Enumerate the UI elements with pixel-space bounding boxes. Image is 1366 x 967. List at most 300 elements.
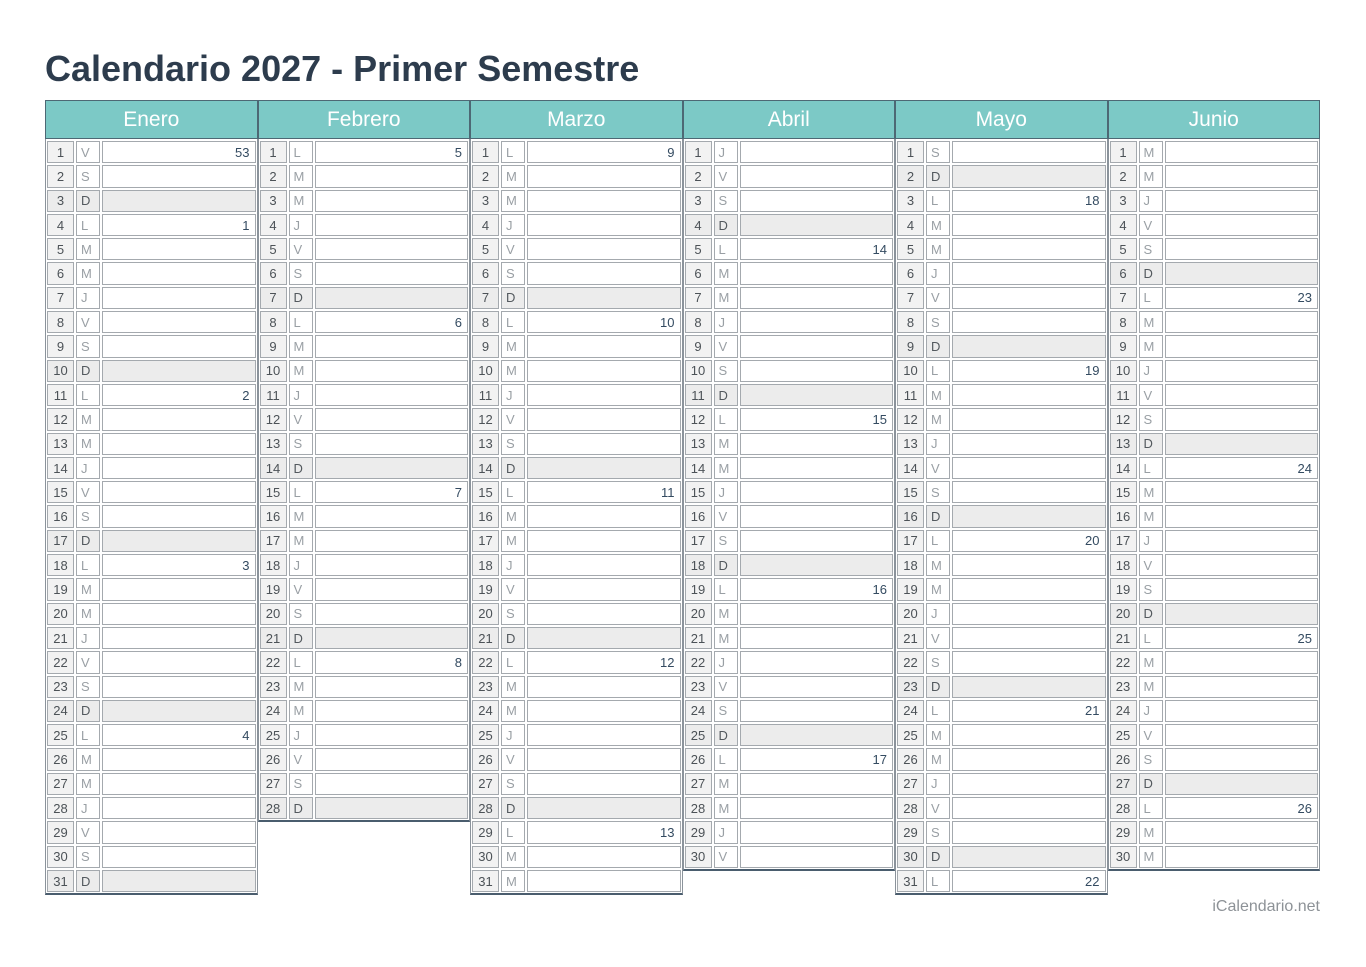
day-letter-cell: D — [501, 287, 525, 309]
day-number-cell: 23 — [685, 676, 712, 698]
day-number-cell: 14 — [897, 457, 924, 479]
day-row — [260, 651, 469, 673]
day-number-cell: 26 — [47, 748, 74, 770]
day-number-cell: 29 — [1110, 821, 1137, 843]
day-note-cell — [740, 651, 894, 673]
day-row — [1110, 797, 1319, 819]
day-letter-cell: M — [926, 724, 950, 746]
day-number-cell: 2 — [897, 165, 924, 187]
day-number-cell: 4 — [685, 214, 712, 236]
day-note-cell — [315, 335, 469, 357]
day-row — [1110, 360, 1319, 382]
day-letter-cell: M — [926, 408, 950, 430]
day-number-cell: 16 — [47, 505, 74, 527]
day-note-cell — [102, 846, 256, 868]
day-number-cell: 26 — [1110, 748, 1137, 770]
day-number-cell: 4 — [897, 214, 924, 236]
day-row — [472, 238, 681, 260]
day-letter-cell: L — [289, 311, 313, 333]
day-letter-cell: M — [926, 748, 950, 770]
day-number-cell: 31 — [472, 870, 499, 892]
day-number-cell: 17 — [260, 530, 287, 552]
day-letter-cell: S — [926, 311, 950, 333]
day-note-cell — [315, 748, 469, 770]
day-number-cell: 25 — [47, 724, 74, 746]
day-row — [472, 457, 681, 479]
day-note-cell — [527, 457, 681, 479]
day-row — [685, 457, 894, 479]
day-letter-cell: M — [1139, 141, 1163, 163]
day-note-cell — [102, 433, 256, 455]
day-letter-cell: J — [289, 724, 313, 746]
day-note-cell — [1165, 724, 1319, 746]
day-row — [685, 262, 894, 284]
month-name: Abril — [767, 107, 810, 131]
day-note-cell — [315, 676, 469, 698]
day-letter-cell: M — [501, 505, 525, 527]
day-row — [260, 311, 469, 333]
day-number-cell: 25 — [685, 724, 712, 746]
day-note-cell — [952, 627, 1106, 649]
page-title: Calendario 2027 - Primer Semestre — [45, 48, 640, 89]
day-note-cell — [527, 846, 681, 868]
day-letter-cell: M — [501, 360, 525, 382]
day-number-cell: 12 — [472, 408, 499, 430]
day-number-cell: 1 — [1110, 141, 1137, 163]
day-row — [260, 190, 469, 212]
day-row — [260, 627, 469, 649]
day-row — [897, 457, 1106, 479]
day-row — [260, 676, 469, 698]
day-number-cell: 18 — [685, 554, 712, 576]
day-row — [685, 578, 894, 600]
day-letter-cell: J — [714, 481, 738, 503]
day-number-cell: 1 — [47, 141, 74, 163]
day-row — [1110, 846, 1319, 868]
day-row — [1110, 165, 1319, 187]
day-note-cell — [315, 433, 469, 455]
day-number-cell: 30 — [685, 846, 712, 868]
day-row — [260, 408, 469, 430]
day-number-cell: 20 — [1110, 603, 1137, 625]
day-number-cell: 19 — [1110, 578, 1137, 600]
day-note-cell — [102, 603, 256, 625]
day-letter-cell: D — [76, 360, 100, 382]
month-body-marzo — [470, 139, 683, 895]
day-note-cell — [315, 360, 469, 382]
day-row — [685, 214, 894, 236]
day-letter-cell: D — [289, 627, 313, 649]
day-note-cell — [952, 651, 1106, 673]
day-note-cell — [1165, 676, 1319, 698]
month-header-mayo — [895, 100, 1108, 139]
day-note-cell — [527, 505, 681, 527]
day-note-cell — [527, 433, 681, 455]
day-note-cell — [527, 676, 681, 698]
day-row — [685, 724, 894, 746]
day-number-cell: 29 — [685, 821, 712, 843]
day-row — [685, 384, 894, 406]
day-number-cell: 24 — [1110, 700, 1137, 722]
day-letter-cell: V — [926, 797, 950, 819]
day-note-cell — [1165, 190, 1319, 212]
day-row — [897, 287, 1106, 309]
day-note-cell — [102, 408, 256, 430]
day-number-cell: 10 — [260, 360, 287, 382]
day-number-cell: 18 — [1110, 554, 1137, 576]
day-letter-cell: M — [289, 190, 313, 212]
day-note-cell — [952, 676, 1106, 698]
week-number-cell: 22 — [952, 870, 1106, 892]
day-note-cell — [1165, 238, 1319, 260]
day-number-cell: 22 — [472, 651, 499, 673]
day-number-cell: 14 — [260, 457, 287, 479]
day-number-cell: 29 — [47, 821, 74, 843]
day-letter-cell: J — [926, 433, 950, 455]
week-number-cell: 4 — [102, 724, 256, 746]
month-body-mayo — [895, 139, 1108, 895]
day-letter-cell: V — [714, 505, 738, 527]
day-row — [1110, 578, 1319, 600]
day-number-cell: 10 — [685, 360, 712, 382]
day-letter-cell: M — [289, 505, 313, 527]
day-letter-cell: V — [714, 676, 738, 698]
day-letter-cell: M — [714, 287, 738, 309]
day-letter-cell: M — [289, 165, 313, 187]
day-number-cell: 8 — [685, 311, 712, 333]
day-row — [472, 214, 681, 236]
day-note-cell — [952, 433, 1106, 455]
day-number-cell: 8 — [260, 311, 287, 333]
day-note-cell — [102, 651, 256, 673]
day-note-cell — [952, 773, 1106, 795]
day-note-cell — [952, 748, 1106, 770]
day-letter-cell: D — [926, 676, 950, 698]
day-row — [1110, 821, 1319, 843]
day-number-cell: 4 — [1110, 214, 1137, 236]
day-number-cell: 26 — [897, 748, 924, 770]
day-letter-cell: J — [501, 214, 525, 236]
day-note-cell — [952, 554, 1106, 576]
day-number-cell: 16 — [472, 505, 499, 527]
day-number-cell: 13 — [685, 433, 712, 455]
day-note-cell — [315, 238, 469, 260]
day-number-cell: 1 — [897, 141, 924, 163]
day-number-cell: 11 — [685, 384, 712, 406]
day-note-cell — [315, 408, 469, 430]
day-note-cell — [527, 797, 681, 819]
day-letter-cell: D — [1139, 433, 1163, 455]
day-row — [685, 481, 894, 503]
day-number-cell: 8 — [472, 311, 499, 333]
day-row — [1110, 214, 1319, 236]
week-number-cell: 25 — [1165, 627, 1319, 649]
day-letter-cell: L — [714, 578, 738, 600]
week-number-cell: 23 — [1165, 287, 1319, 309]
day-row — [47, 797, 256, 819]
day-letter-cell: M — [1139, 335, 1163, 357]
day-number-cell: 21 — [1110, 627, 1137, 649]
day-row — [897, 481, 1106, 503]
week-number-cell: 20 — [952, 530, 1106, 552]
week-number-cell: 18 — [952, 190, 1106, 212]
day-number-cell: 22 — [47, 651, 74, 673]
day-letter-cell: M — [501, 700, 525, 722]
day-letter-cell: J — [76, 457, 100, 479]
day-note-cell — [1165, 530, 1319, 552]
day-number-cell: 30 — [472, 846, 499, 868]
day-letter-cell: M — [714, 773, 738, 795]
day-letter-cell: M — [714, 627, 738, 649]
day-row — [897, 797, 1106, 819]
day-letter-cell: J — [76, 797, 100, 819]
day-row — [47, 554, 256, 576]
day-letter-cell: D — [926, 335, 950, 357]
month-name: Mayo — [975, 107, 1027, 131]
day-note-cell — [527, 360, 681, 382]
day-letter-cell: S — [926, 481, 950, 503]
day-row — [472, 651, 681, 673]
day-number-cell: 21 — [260, 627, 287, 649]
day-letter-cell: M — [289, 530, 313, 552]
week-number-cell: 11 — [527, 481, 681, 503]
month-mayo — [895, 100, 1108, 895]
week-number-cell: 6 — [315, 311, 469, 333]
day-letter-cell: L — [926, 870, 950, 892]
day-row — [897, 360, 1106, 382]
day-letter-cell: D — [289, 287, 313, 309]
day-letter-cell: D — [926, 505, 950, 527]
day-letter-cell: S — [926, 821, 950, 843]
day-row — [1110, 335, 1319, 357]
day-number-cell: 23 — [897, 676, 924, 698]
day-number-cell: 18 — [897, 554, 924, 576]
day-number-cell: 3 — [685, 190, 712, 212]
day-note-cell — [1165, 335, 1319, 357]
day-row — [1110, 262, 1319, 284]
day-number-cell: 17 — [685, 530, 712, 552]
day-number-cell: 19 — [685, 578, 712, 600]
day-note-cell — [740, 554, 894, 576]
day-number-cell: 17 — [1110, 530, 1137, 552]
day-letter-cell: S — [926, 141, 950, 163]
day-number-cell: 15 — [47, 481, 74, 503]
day-row — [260, 360, 469, 382]
day-letter-cell: V — [714, 165, 738, 187]
day-number-cell: 23 — [47, 676, 74, 698]
day-row — [47, 287, 256, 309]
day-letter-cell: D — [926, 846, 950, 868]
day-row — [47, 627, 256, 649]
day-letter-cell: D — [289, 797, 313, 819]
day-row — [260, 797, 469, 819]
day-number-cell: 23 — [260, 676, 287, 698]
day-number-cell: 9 — [260, 335, 287, 357]
day-number-cell: 28 — [897, 797, 924, 819]
day-note-cell — [527, 238, 681, 260]
day-row — [685, 335, 894, 357]
day-row — [47, 505, 256, 527]
day-note-cell — [315, 578, 469, 600]
day-number-cell: 6 — [685, 262, 712, 284]
day-number-cell: 21 — [897, 627, 924, 649]
week-number-cell: 13 — [527, 821, 681, 843]
day-letter-cell: L — [1139, 457, 1163, 479]
day-row — [472, 700, 681, 722]
day-letter-cell: M — [926, 214, 950, 236]
day-row — [897, 554, 1106, 576]
day-note-cell — [315, 603, 469, 625]
day-note-cell — [952, 335, 1106, 357]
day-row — [685, 603, 894, 625]
day-letter-cell: S — [289, 433, 313, 455]
day-letter-cell: V — [76, 481, 100, 503]
day-letter-cell: V — [76, 651, 100, 673]
day-row — [685, 797, 894, 819]
day-number-cell: 30 — [1110, 846, 1137, 868]
day-letter-cell: J — [289, 214, 313, 236]
month-name: Enero — [123, 107, 180, 131]
day-row — [260, 214, 469, 236]
week-number-cell: 26 — [1165, 797, 1319, 819]
day-letter-cell: M — [1139, 505, 1163, 527]
day-note-cell — [527, 530, 681, 552]
day-letter-cell: V — [289, 578, 313, 600]
day-note-cell — [740, 530, 894, 552]
day-letter-cell: S — [714, 190, 738, 212]
day-letter-cell: D — [714, 554, 738, 576]
day-row — [685, 846, 894, 868]
day-note-cell — [740, 262, 894, 284]
day-number-cell: 7 — [260, 287, 287, 309]
day-note-cell — [102, 165, 256, 187]
day-note-cell — [315, 384, 469, 406]
day-row — [897, 578, 1106, 600]
day-number-cell: 26 — [685, 748, 712, 770]
day-letter-cell: J — [501, 554, 525, 576]
day-note-cell — [315, 214, 469, 236]
day-row — [1110, 530, 1319, 552]
day-number-cell: 9 — [472, 335, 499, 357]
day-note-cell — [952, 724, 1106, 746]
day-number-cell: 28 — [1110, 797, 1137, 819]
week-number-cell: 2 — [102, 384, 256, 406]
day-note-cell — [1165, 748, 1319, 770]
day-note-cell — [527, 627, 681, 649]
day-row — [47, 870, 256, 892]
day-letter-cell: M — [76, 238, 100, 260]
day-letter-cell: L — [76, 214, 100, 236]
day-letter-cell: M — [76, 262, 100, 284]
day-row — [472, 676, 681, 698]
day-letter-cell: M — [289, 676, 313, 698]
day-row — [47, 676, 256, 698]
day-row — [897, 530, 1106, 552]
day-row — [472, 262, 681, 284]
day-row — [47, 311, 256, 333]
day-letter-cell: D — [501, 627, 525, 649]
day-number-cell: 11 — [472, 384, 499, 406]
day-row — [1110, 773, 1319, 795]
day-note-cell — [952, 846, 1106, 868]
day-number-cell: 2 — [1110, 165, 1137, 187]
day-letter-cell: J — [289, 554, 313, 576]
day-row — [1110, 190, 1319, 212]
day-note-cell — [315, 700, 469, 722]
week-number-cell: 12 — [527, 651, 681, 673]
day-note-cell — [1165, 311, 1319, 333]
day-letter-cell: L — [76, 724, 100, 746]
day-note-cell — [1165, 821, 1319, 843]
day-letter-cell: D — [926, 165, 950, 187]
day-letter-cell: V — [76, 141, 100, 163]
day-number-cell: 15 — [1110, 481, 1137, 503]
day-number-cell: 12 — [685, 408, 712, 430]
day-number-cell: 1 — [472, 141, 499, 163]
day-number-cell: 25 — [260, 724, 287, 746]
day-letter-cell: L — [76, 384, 100, 406]
day-number-cell: 13 — [47, 433, 74, 455]
day-row — [47, 651, 256, 673]
day-letter-cell: M — [289, 335, 313, 357]
day-row — [897, 238, 1106, 260]
day-letter-cell: S — [1139, 238, 1163, 260]
day-note-cell — [1165, 433, 1319, 455]
month-body-enero — [45, 139, 258, 895]
day-letter-cell: D — [1139, 603, 1163, 625]
day-number-cell: 29 — [472, 821, 499, 843]
day-letter-cell: J — [714, 141, 738, 163]
day-number-cell: 2 — [685, 165, 712, 187]
week-number-cell: 53 — [102, 141, 256, 163]
day-letter-cell: L — [714, 408, 738, 430]
day-row — [47, 214, 256, 236]
day-letter-cell: S — [289, 603, 313, 625]
day-letter-cell: M — [926, 384, 950, 406]
day-row — [1110, 627, 1319, 649]
day-row — [897, 214, 1106, 236]
day-number-cell: 15 — [260, 481, 287, 503]
day-note-cell — [952, 384, 1106, 406]
day-note-cell — [102, 262, 256, 284]
day-row — [260, 578, 469, 600]
day-letter-cell: J — [1139, 700, 1163, 722]
day-note-cell — [952, 262, 1106, 284]
day-number-cell: 8 — [47, 311, 74, 333]
day-letter-cell: V — [501, 578, 525, 600]
day-number-cell: 9 — [685, 335, 712, 357]
day-number-cell: 21 — [472, 627, 499, 649]
day-number-cell: 19 — [47, 578, 74, 600]
day-note-cell — [1165, 651, 1319, 673]
day-number-cell: 17 — [472, 530, 499, 552]
day-number-cell: 16 — [260, 505, 287, 527]
day-number-cell: 20 — [472, 603, 499, 625]
week-number-cell: 19 — [952, 360, 1106, 382]
day-letter-cell: M — [76, 433, 100, 455]
day-number-cell: 22 — [1110, 651, 1137, 673]
day-letter-cell: V — [714, 846, 738, 868]
day-row — [1110, 676, 1319, 698]
day-number-cell: 25 — [472, 724, 499, 746]
day-letter-cell: D — [714, 724, 738, 746]
day-note-cell — [527, 408, 681, 430]
month-name: Marzo — [547, 107, 606, 131]
day-note-cell — [1165, 141, 1319, 163]
day-row — [1110, 700, 1319, 722]
day-number-cell: 22 — [260, 651, 287, 673]
day-note-cell — [740, 676, 894, 698]
